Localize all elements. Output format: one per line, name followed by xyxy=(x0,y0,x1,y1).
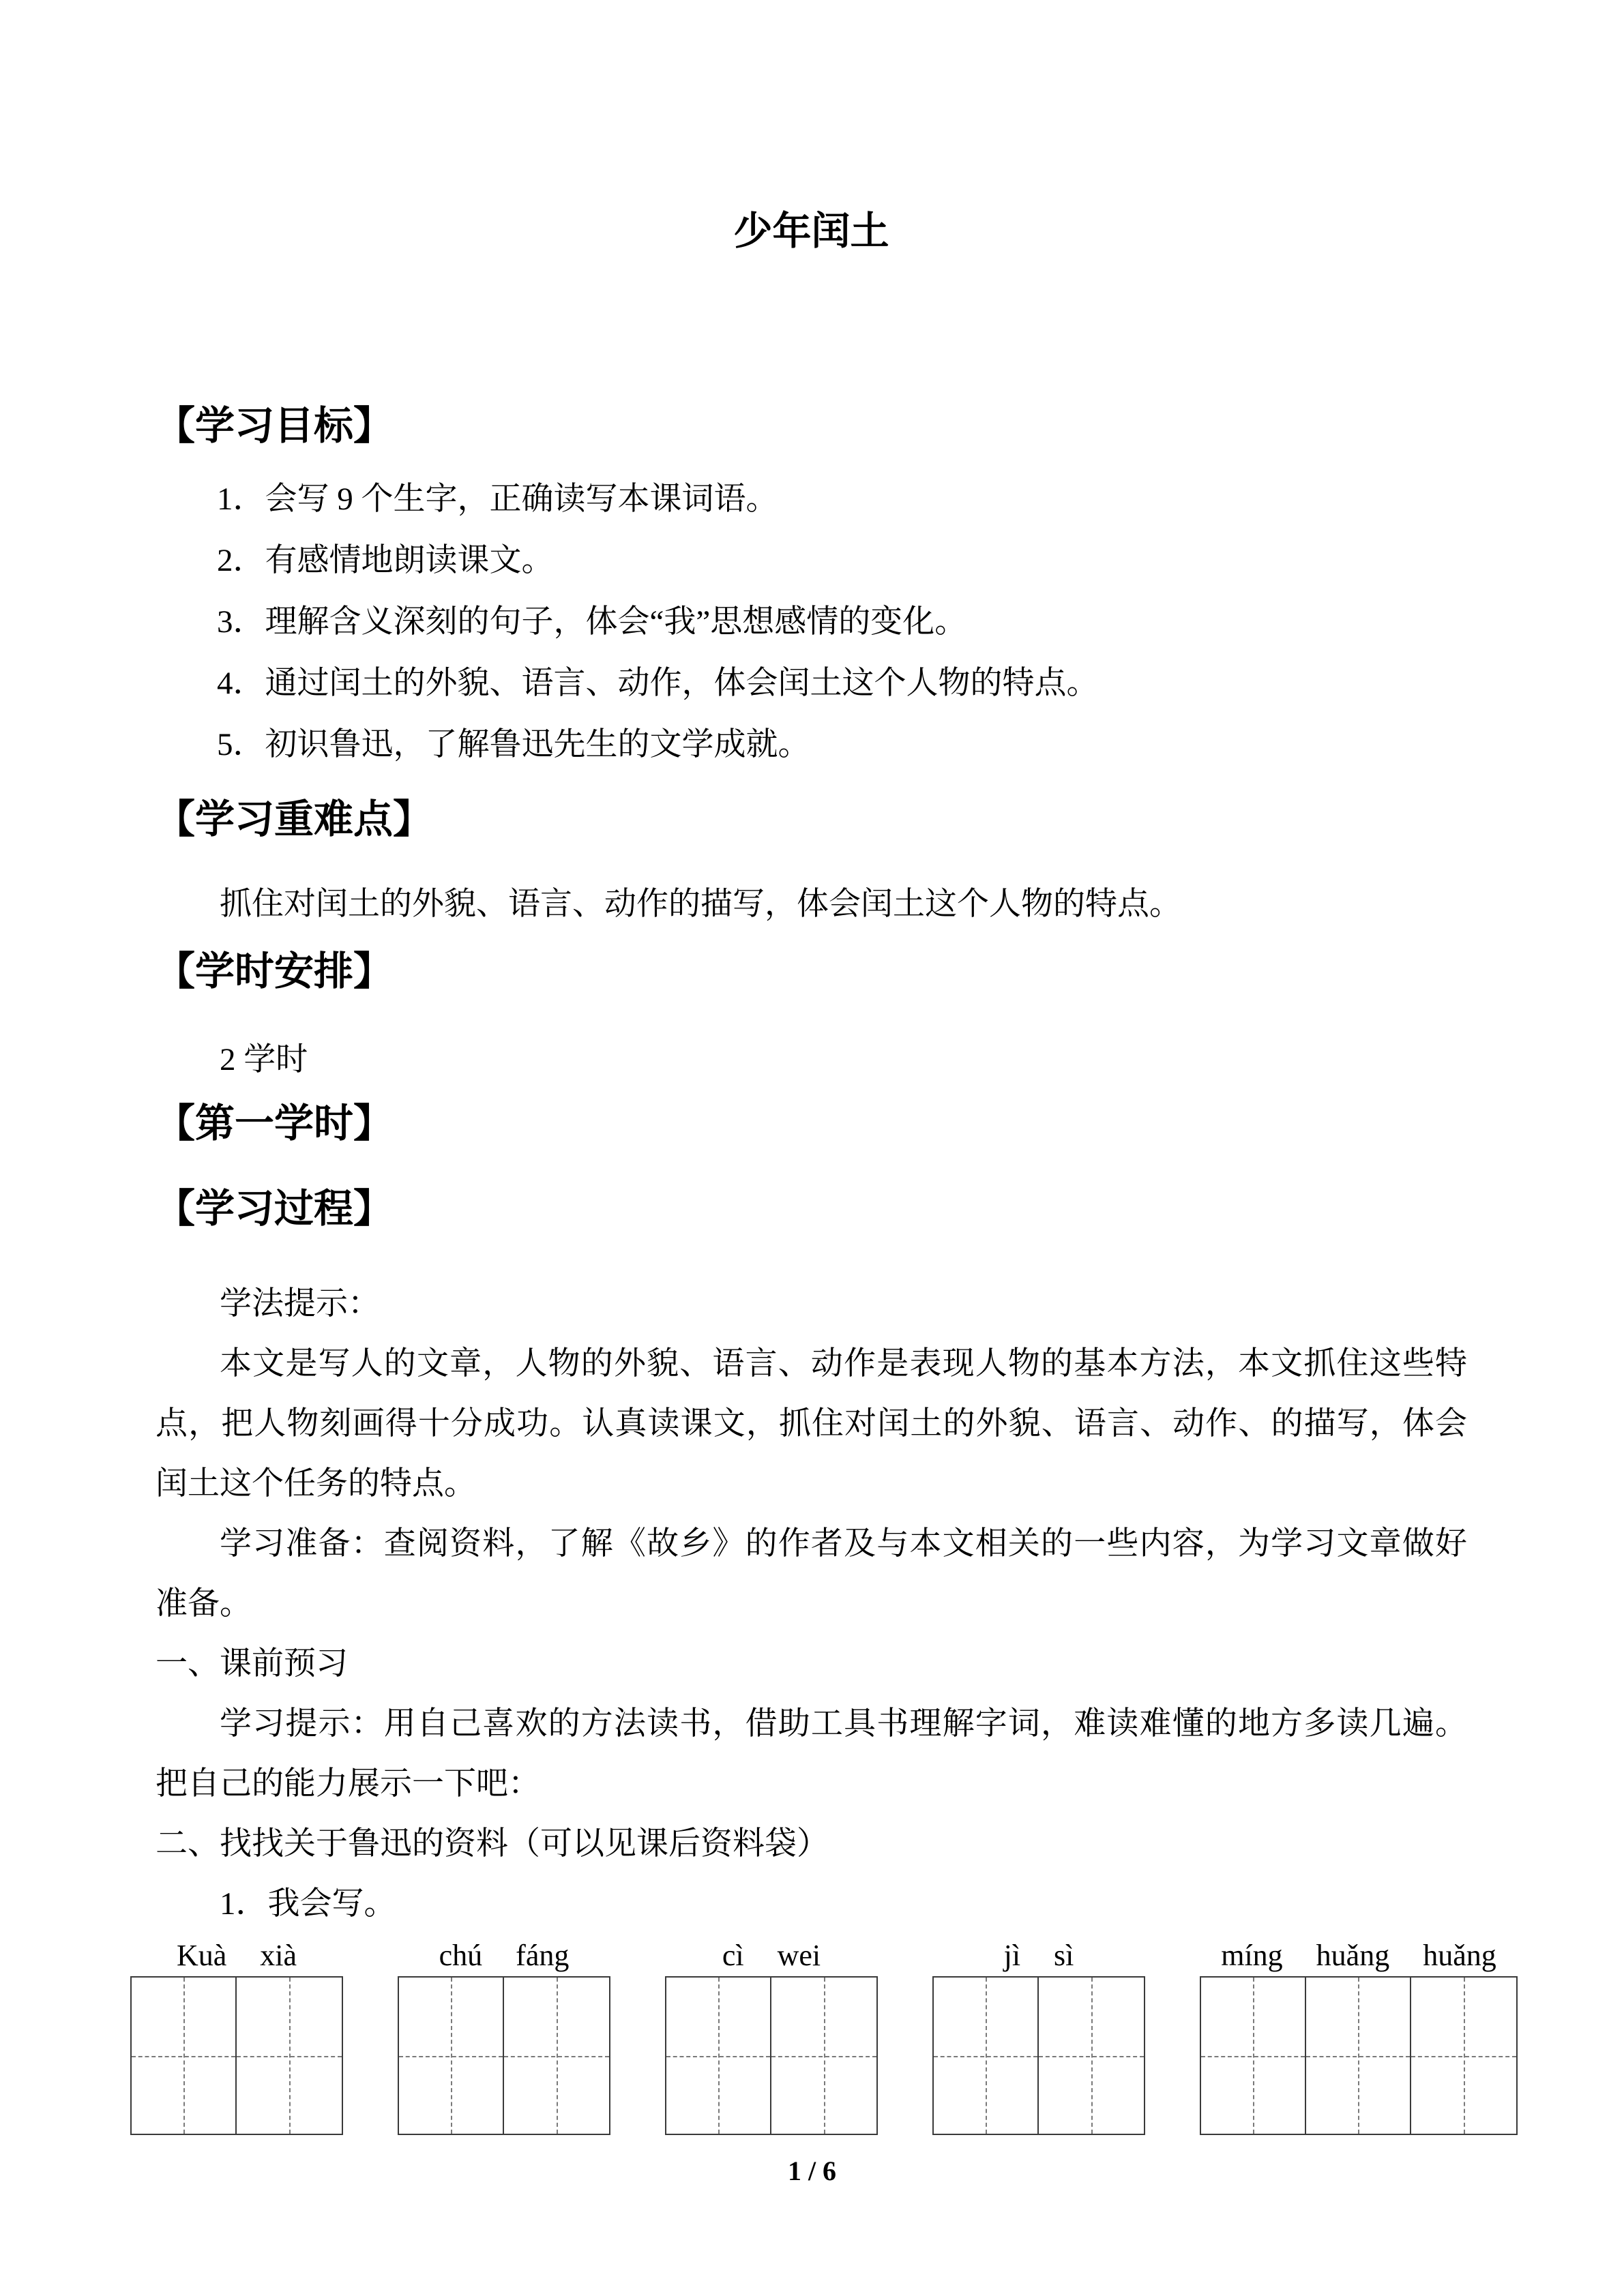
goal-item: 1．会写 9 个生字，正确读写本课词语。 xyxy=(217,481,778,517)
grid-cell xyxy=(771,1978,876,2134)
grid-cell xyxy=(666,1978,771,2134)
goal-item: 3．理解含义深刻的句子，体会“我”思想感情的变化。 xyxy=(217,604,967,640)
character-grid xyxy=(665,1976,878,2135)
schedule-body: 2 学时 xyxy=(220,1042,308,1077)
writing-grid-group xyxy=(665,1937,878,2135)
grid-cell xyxy=(1306,1978,1411,2134)
heading-learning-goals: 【学习目标】 xyxy=(156,404,394,448)
character-grid xyxy=(398,1976,610,2135)
paragraph-section-one: 一、课前预习 xyxy=(156,1646,348,1682)
grid-cell xyxy=(1039,1978,1144,2134)
pinyin-label: míng huǎng huǎng xyxy=(1221,1939,1496,1972)
grid-cell xyxy=(1201,1978,1306,2134)
grid-cell xyxy=(934,1978,1039,2134)
writing-grid-group xyxy=(398,1937,610,2135)
heading-learning-process: 【学习过程】 xyxy=(156,1187,394,1231)
key-points-body: 抓住对闰土的外貌、语言、动作的描写，体会闰土这个人物的特点。 xyxy=(220,886,1181,922)
pinyin-label: jì sì xyxy=(1003,1939,1074,1972)
heading-lesson-one: 【第一学时】 xyxy=(156,1101,394,1146)
character-grid xyxy=(130,1976,343,2135)
paragraph-i-can-write: 1．我会写。 xyxy=(220,1886,396,1922)
paragraph-section-two: 二、找找关于鲁迅的资料（可以见课后资料袋） xyxy=(156,1826,829,1862)
goal-item: 5．初识鲁迅，了解鲁迅先生的文学成就。 xyxy=(217,727,810,762)
grid-cell xyxy=(132,1978,237,2134)
page-number: 1 / 6 xyxy=(787,2156,837,2186)
grid-cell xyxy=(237,1978,342,2134)
writing-grid-group xyxy=(130,1937,343,2135)
paragraph-study-hint: 学习提示：用自己喜欢的方法读书，借助工具书理解字词，难读难懂的地方多读几遍。把自己的能力展示一下吧： xyxy=(156,1706,1467,1802)
goal-item: 4．通过闰土的外貌、语言、动作，体会闰土这个人物的特点。 xyxy=(217,666,1099,701)
grid-cell xyxy=(504,1978,609,2134)
paragraph-study-method: 本文是写人的文章，人物的外貌、语言、动作是表现人物的基本方法，本文抓住这些特点，把人物刻画得十分成功。认真读课文，抓住对闰土的外貌、语言、动作、的描写，体会闰土这个任务的特点。 xyxy=(156,1346,1467,1502)
goal-item: 2．有感情地朗读课文。 xyxy=(217,543,554,578)
heading-schedule: 【学时安排】 xyxy=(156,949,394,994)
character-grid xyxy=(932,1976,1145,2135)
grid-cell xyxy=(399,1978,504,2134)
learning-goals-list xyxy=(156,468,1467,775)
pinyin-label: chú fáng xyxy=(439,1939,570,1972)
pinyin-label: Kuà xià xyxy=(176,1939,297,1972)
paragraph-preparation: 学习准备：查阅资料，了解《故乡》的作者及与本文相关的一些内容，为学习文章做好准备。 xyxy=(156,1526,1467,1622)
paragraph-study-tip-label: 学法提示： xyxy=(220,1286,380,1322)
writing-grid-group xyxy=(1200,1937,1518,2135)
writing-practice-row xyxy=(130,1937,1496,2135)
page-title: 少年闰土 xyxy=(733,210,889,253)
writing-grid-group xyxy=(932,1937,1145,2135)
heading-key-points: 【学习重难点】 xyxy=(156,797,433,841)
grid-cell xyxy=(1411,1978,1516,2134)
character-grid xyxy=(1200,1976,1518,2135)
pinyin-label: cì wei xyxy=(722,1939,821,1972)
